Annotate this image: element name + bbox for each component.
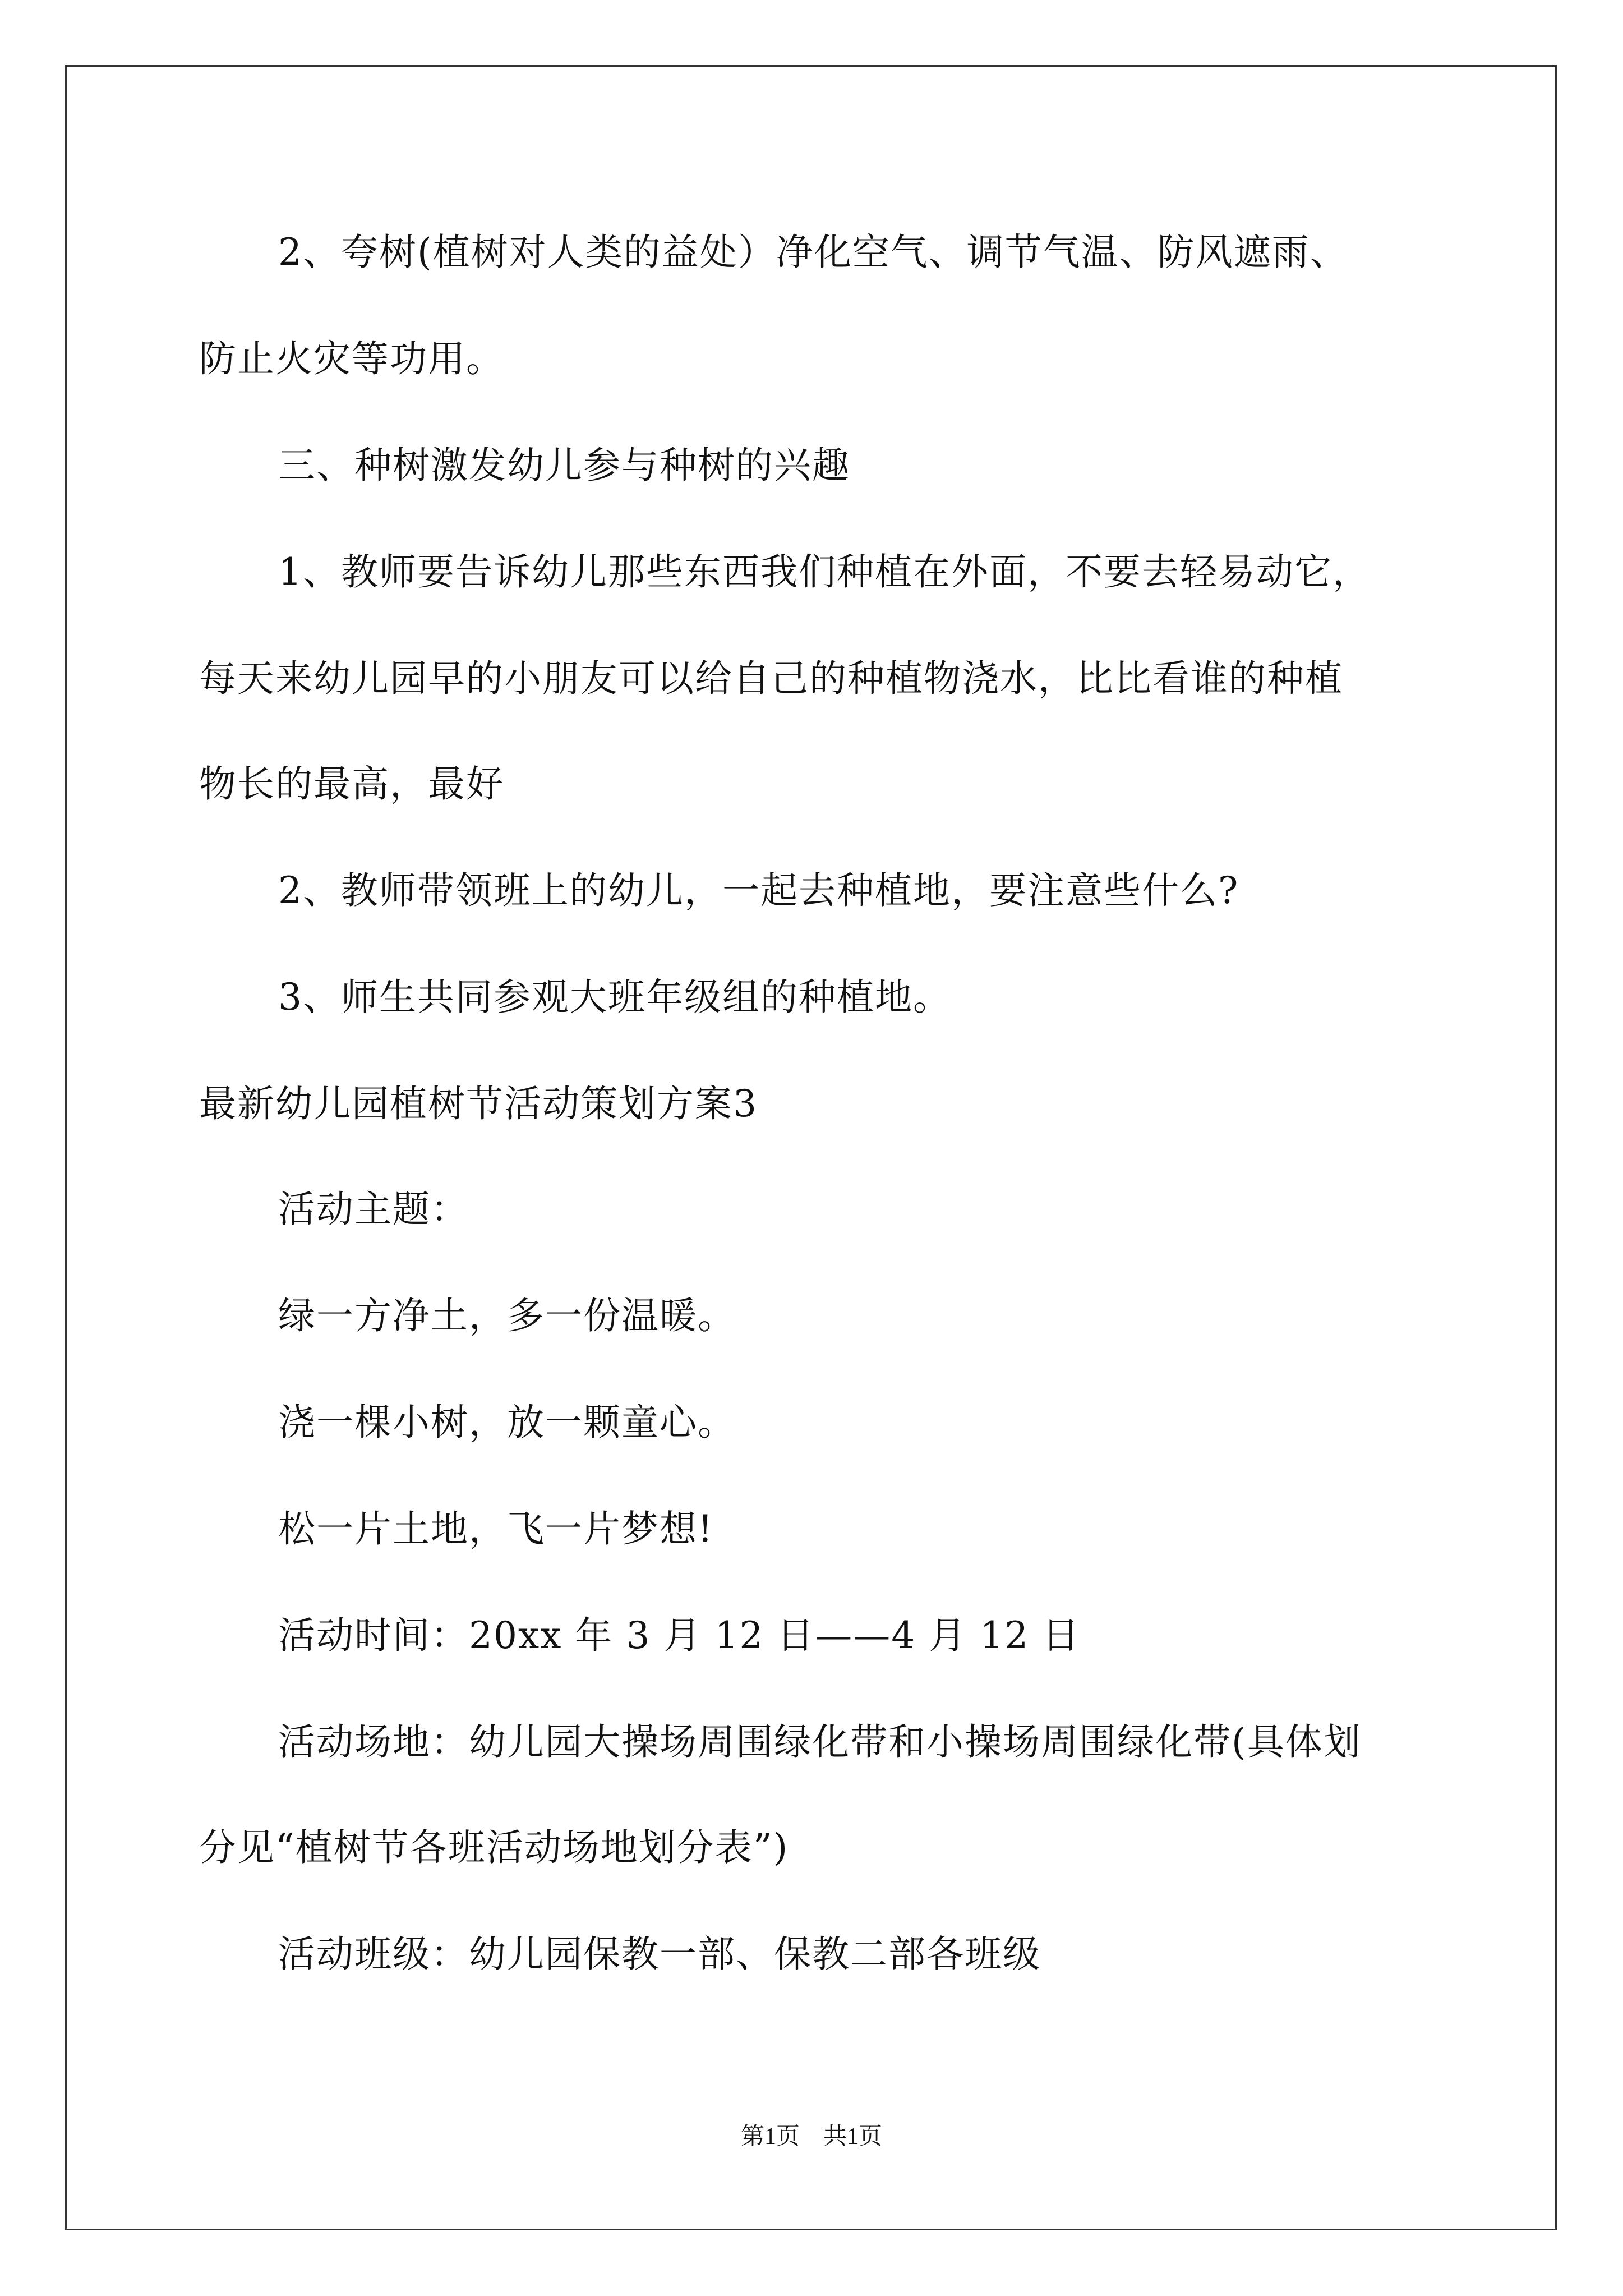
- paragraph-line: 每天来幼儿园早的小朋友可以给自己的种植物浇水，比比看谁的种植: [199, 657, 1343, 700]
- paragraph-line: 活动主题：: [278, 1188, 469, 1231]
- page-border: [65, 65, 1557, 2230]
- paragraph-line: 物长的最高，最好: [199, 762, 504, 806]
- paragraph-line: 1、教师要告诉幼儿那些东西我们种植在外面，不要去轻易动它，: [278, 550, 1371, 593]
- paragraph-line: 2、夸树(植树对人类的益处）净化空气、调节气温、防风遮雨、: [278, 231, 1348, 274]
- section-heading: 三、种树激发幼儿参与种树的兴趣: [278, 444, 850, 487]
- paragraph-line: 2、教师带领班上的幼儿，一起去种植地，要注意些什么?: [278, 869, 1239, 912]
- plan-title: 最新幼儿园植树节活动策划方案3: [199, 1082, 758, 1125]
- paragraph-line: 松一片土地，飞一片梦想!: [278, 1507, 714, 1550]
- page-footer: 第1页 共1页: [740, 2124, 882, 2150]
- paragraph-line: 分见“植树节各班活动场地划分表”): [199, 1826, 789, 1869]
- paragraph-line: 活动班级：幼儿园保教一部、保教二部各班级: [278, 1932, 1041, 1976]
- paragraph-line: 3、师生共同参观大班年级组的种植地。: [278, 976, 951, 1019]
- paragraph-line: 活动场地：幼儿园大操场周围绿化带和小操场周围绿化带(具体划: [278, 1720, 1362, 1764]
- paragraph-line: 防止火灾等功用。: [199, 337, 504, 380]
- paragraph-line: 绿一方净土，多一份温暖。: [278, 1294, 736, 1337]
- paragraph-line: 活动时间：20xx 年 3 月 12 日——4 月 12 日: [278, 1614, 1081, 1657]
- paragraph-line: 浇一棵小树，放一颗童心。: [278, 1401, 736, 1444]
